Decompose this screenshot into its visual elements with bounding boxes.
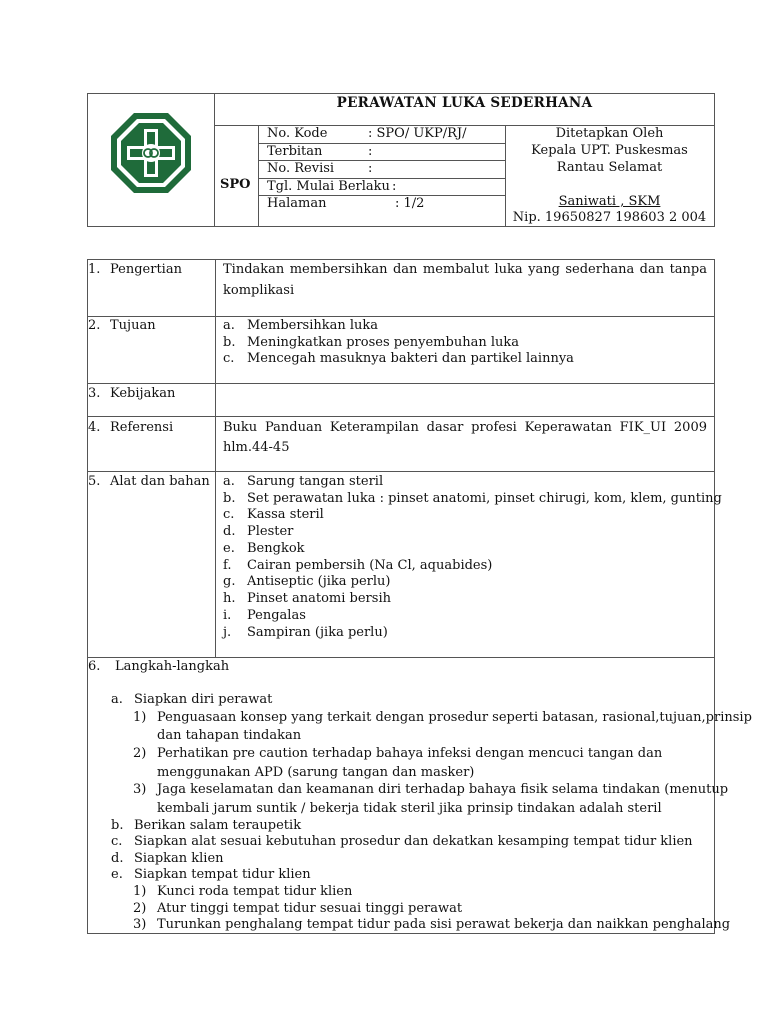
spo-label: SPO xyxy=(220,177,251,192)
approval-line1: Ditetapkan Oleh xyxy=(555,126,664,141)
alat-item-e: Bengkok xyxy=(247,541,305,556)
alat-item-d: Plester xyxy=(247,524,294,539)
langkah-marker-c: c. xyxy=(111,834,123,849)
health-cross-icon xyxy=(109,111,193,195)
langkah-marker-d: d. xyxy=(111,851,124,866)
alat-item-i: Pengalas xyxy=(247,608,306,623)
langkah-item-c: Siapkan alat sesuai kebutuhan prosedur dan dekatkan kesamping tempat tidur klien xyxy=(134,834,693,849)
alat-item-j: Sampiran (jika perlu) xyxy=(247,625,388,640)
alat-item-g: Antiseptic (jika perlu) xyxy=(247,574,391,589)
alat-marker-h: h. xyxy=(223,591,236,606)
approval-signer: Saniwati , SKM xyxy=(558,194,661,209)
section-4-text-line2: hlm.44-45 xyxy=(223,440,290,455)
alat-marker-c: c. xyxy=(223,507,235,522)
field-value-kode: : SPO/ UKP/RJ/ xyxy=(368,126,467,141)
alat-item-c: Kassa steril xyxy=(247,507,324,522)
section-4-label: Referensi xyxy=(110,420,174,435)
section-5-num: 5. xyxy=(88,474,101,489)
alat-marker-b: b. xyxy=(223,491,236,506)
langkah-a-item-1: Penguasaan konsep yang terkait dengan prosedur seperti batasan, rasional,tujuan,prinsip xyxy=(157,710,752,725)
langkah-item-d: Siapkan klien xyxy=(134,851,224,866)
langkah-item-b: Berikan salam teraupetik xyxy=(134,818,302,833)
field-value-terbitan: : xyxy=(368,144,373,159)
field-value-revisi: : xyxy=(368,161,373,176)
alat-marker-d: d. xyxy=(223,524,236,539)
langkah-e-marker-1: 1) xyxy=(133,884,147,899)
logo xyxy=(109,111,193,195)
section-3-label: Kebijakan xyxy=(110,386,176,401)
langkah-a-item-2-cont: menggunakan APD (sarung tangan dan masker) xyxy=(157,765,475,780)
langkah-a-marker-1: 1) xyxy=(133,710,147,725)
langkah-a-item-1-cont: dan tahapan tindakan xyxy=(157,728,302,743)
section-1-text-line1: Tindakan membersihkan dan membalut luka yang sederhana dan tanpa xyxy=(223,262,707,277)
field-value-halaman: : 1/2 xyxy=(395,196,425,211)
section-2-label: Tujuan xyxy=(110,318,156,333)
section-1-num: 1. xyxy=(88,262,101,277)
langkah-marker-a: a. xyxy=(111,692,123,707)
alat-marker-i: i. xyxy=(223,608,232,623)
section-1-text-line2: komplikasi xyxy=(223,283,295,298)
tujuan-item-b: Meningkatkan proses penyembuhan luka xyxy=(247,335,519,350)
tujuan-marker-c: c. xyxy=(223,351,235,366)
langkah-e-marker-3: 3) xyxy=(133,917,147,932)
approval-nip: Nip. 19650827 198603 2 004 xyxy=(512,210,707,225)
alat-marker-g: g. xyxy=(223,574,236,589)
alat-marker-a: a. xyxy=(223,474,235,489)
langkah-a-marker-2: 2) xyxy=(133,746,147,761)
langkah-a-item-3: Jaga keselamatan dan keamanan diri terhadap bahaya fisik selama tindakan (menutup xyxy=(157,782,729,797)
section-3-num: 3. xyxy=(88,386,101,401)
section-6-label: Langkah-langkah xyxy=(115,659,230,674)
section-1-label: Pengertian xyxy=(110,262,182,277)
tujuan-item-a: Membersihkan luka xyxy=(247,318,379,333)
alat-item-a: Sarung tangan steril xyxy=(247,474,384,489)
page-title: PERAWATAN LUKA SEDERHANA xyxy=(336,95,593,111)
langkah-item-a: Siapkan diri perawat xyxy=(134,692,273,707)
langkah-e-marker-2: 2) xyxy=(133,901,147,916)
alat-item-b: Set perawatan luka : pinset anatomi, pinset chirugi, kom, klem, gunting xyxy=(247,491,722,506)
tujuan-item-c: Mencegah masuknya bakteri dan partikel lainnya xyxy=(247,351,574,366)
alat-item-f: Cairan pembersih (Na Cl, aquabides) xyxy=(247,558,493,573)
alat-marker-e: e. xyxy=(223,541,235,556)
field-label-terbitan: Terbitan xyxy=(267,144,323,159)
langkah-e-item-2: Atur tinggi tempat tidur sesuai tinggi perawat xyxy=(157,901,463,916)
langkah-e-item-1: Kunci roda tempat tidur klien xyxy=(157,884,353,899)
tujuan-marker-b: b. xyxy=(223,335,236,350)
langkah-item-e: Siapkan tempat tidur klien xyxy=(134,867,311,882)
langkah-a-item-2: Perhatikan pre caution terhadap bahaya infeksi dengan mencuci tangan dan xyxy=(157,746,663,761)
approval-line3: Rantau Selamat xyxy=(556,160,663,175)
section-6-num: 6. xyxy=(88,659,101,674)
field-label-kode: No. Kode xyxy=(267,126,328,141)
langkah-a-item-3-cont: kembali jarum suntik / bekerja tidak steril jika prinsip tindakan adalah steril xyxy=(157,801,662,816)
langkah-marker-b: b. xyxy=(111,818,124,833)
section-4-num: 4. xyxy=(88,420,101,435)
section-5-label: Alat dan bahan xyxy=(110,474,210,489)
section-2-num: 2. xyxy=(88,318,101,333)
field-value-tgl: : xyxy=(392,179,397,194)
field-label-tgl: Tgl. Mulai Berlaku xyxy=(267,179,390,194)
langkah-marker-e: e. xyxy=(111,867,123,882)
alat-marker-f: f. xyxy=(223,558,232,573)
langkah-a-marker-3: 3) xyxy=(133,782,147,797)
field-label-halaman: Halaman xyxy=(267,196,327,211)
section-4-text-line1: Buku Panduan Keterampilan dasar profesi Keperawatan FIK_UI 2009 xyxy=(223,420,707,435)
langkah-e-item-3: Turunkan penghalang tempat tidur pada sisi perawat bekerja dan naikkan penghalang xyxy=(157,917,731,932)
field-label-revisi: No. Revisi xyxy=(267,161,335,176)
alat-item-h: Pinset anatomi bersih xyxy=(247,591,391,606)
tujuan-marker-a: a. xyxy=(223,318,235,333)
alat-marker-j: j. xyxy=(223,625,232,640)
approval-line2: Kepala UPT. Puskesmas xyxy=(531,143,688,158)
